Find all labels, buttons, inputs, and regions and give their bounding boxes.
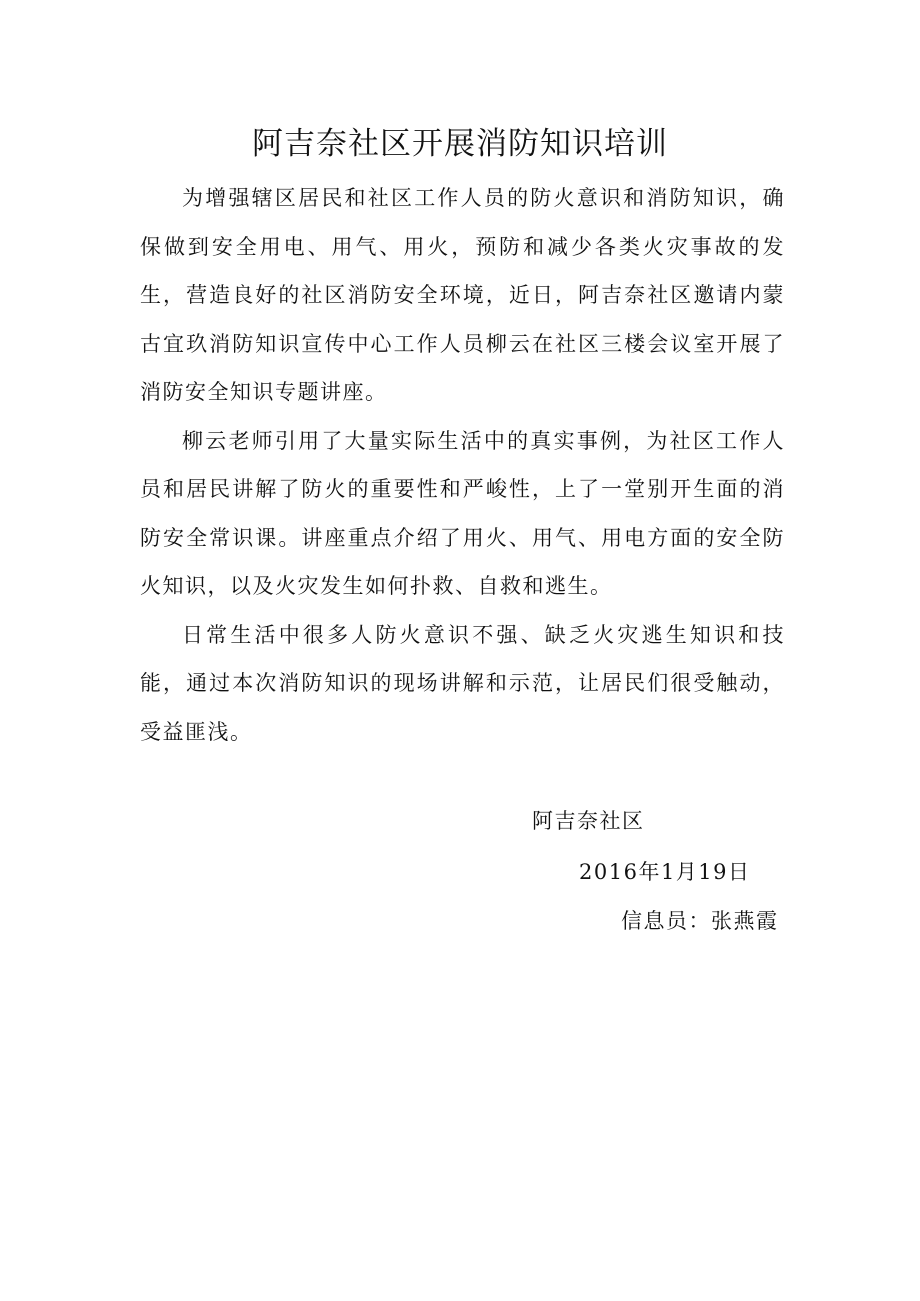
- paragraph-1: 为增强辖区居民和社区工作人员的防火意识和消防知识，确保做到安全用电、用气、用火，预防和减少各类火灾事故的发生，营造良好的社区消防安全环境，近日，阿吉奈社区邀请内蒙古宜玖消防知识宣传中心工作人员柳云在社区三楼会议室开展了消防安全知识专题讲座。: [140, 186, 785, 404]
- paragraph-3: 日常生活中很多人防火意识不强、缺乏火灾逃生知识和技能，通过本次消防知识的现场讲解和示范，让居民们很受触动，受益匪浅。: [140, 622, 785, 744]
- signature-organization: 阿吉奈社区: [532, 809, 645, 833]
- signature-author: 信息员：张燕霞: [621, 909, 779, 933]
- signature-date: 2016年1月19日: [579, 860, 751, 884]
- document-title: 阿吉奈社区开展消防知识培训: [252, 126, 668, 162]
- paragraph-2: 柳云老师引用了大量实际生活中的真实事例，为社区工作人员和居民讲解了防火的重要性和严峻性，上了一堂别开生面的消防安全常识课。讲座重点介绍了用火、用气、用电方面的安全防火知识，以及火灾发生如何扑救、自救和逃生。: [140, 428, 785, 598]
- document-body: [140, 174, 785, 756]
